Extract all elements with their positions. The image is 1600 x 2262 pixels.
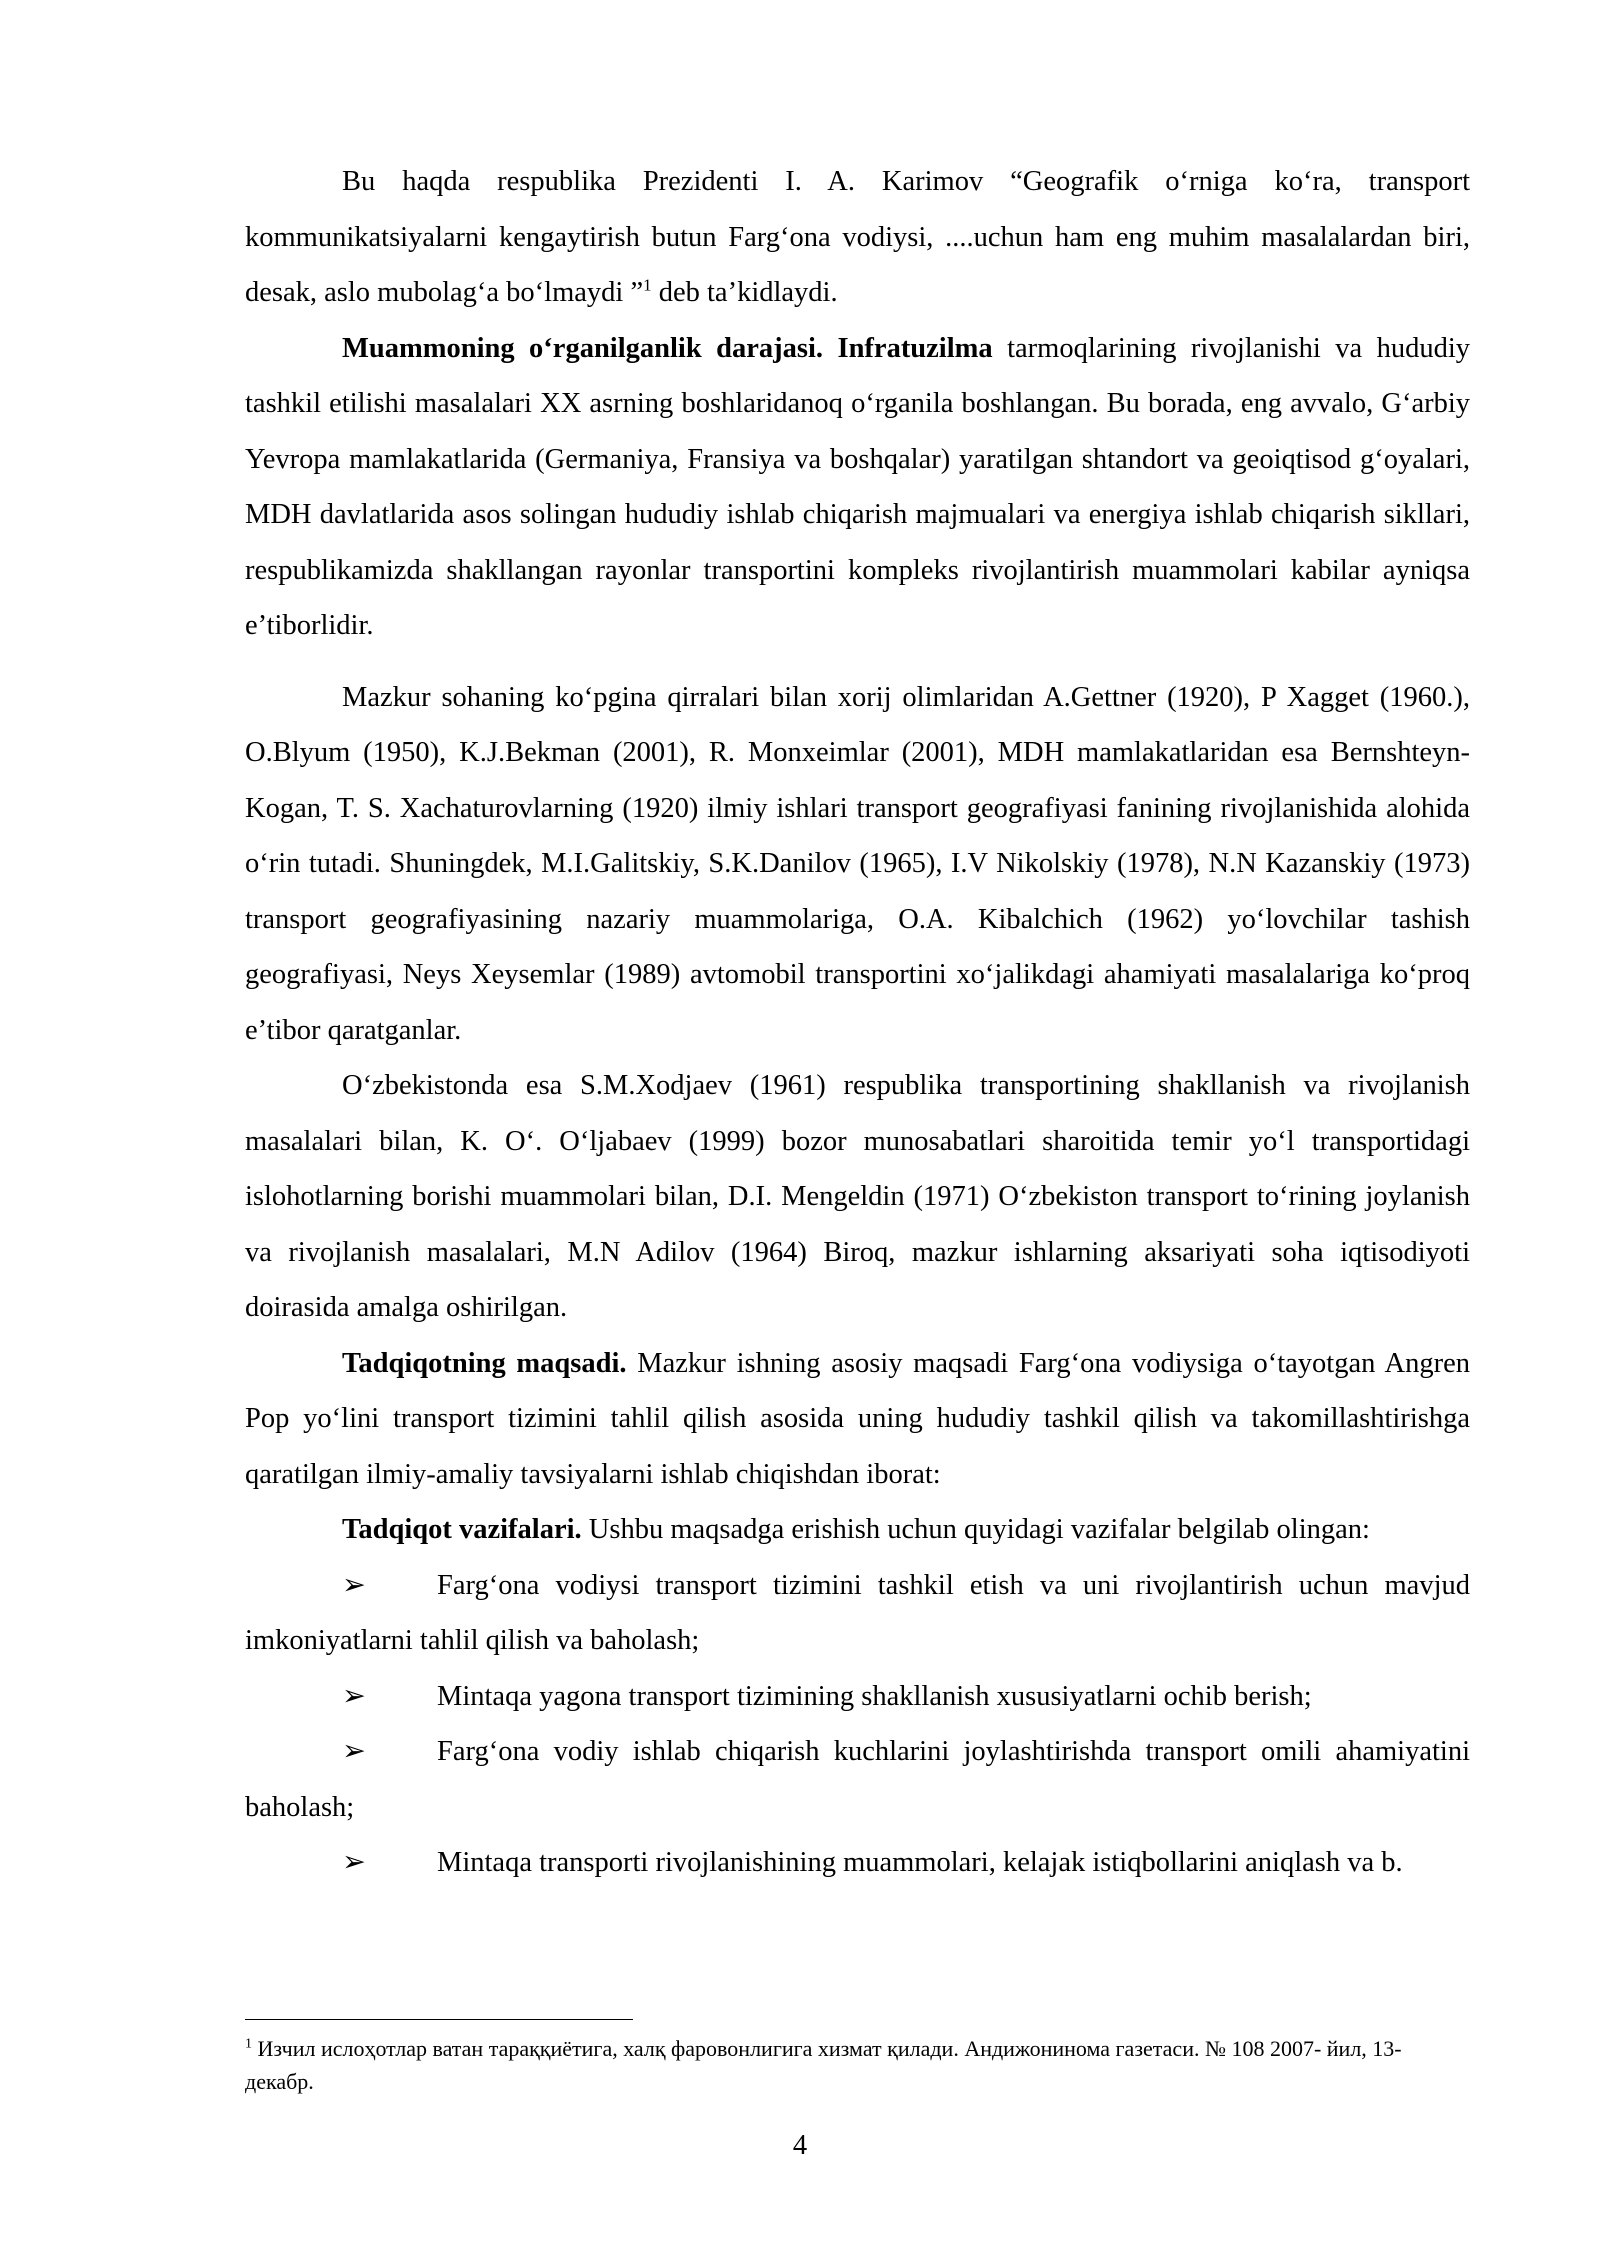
task-list-item xyxy=(245,1724,1470,1835)
research-goal-text: Mazkur ishning asosiy maqsadi Fargʻona vodiysiga oʻtayotgan Angren Pop yoʻlini transport tizimini tahlil qilish asosida uning hududiy tashkil qilish va takomillashtirishga qaratilgan ilmiy-amaliy tavsiyalarni ishlab chiqishdan iborat: xyxy=(245,1347,1470,1490)
task-text: Fargʻona vodiysi transport tizimini tashkil etish va uni rivojlantirish uchun mavjud imkoniyatlarni tahlil qilish va baholash; xyxy=(245,1569,1470,1656)
footnote-mark: 1 xyxy=(245,2036,252,2052)
research-tasks-text: Ushbu maqsadga erishish uchun quyidagi vazifalar belgilab olingan: xyxy=(581,1514,1370,1545)
paragraph-foreign-scholars: Mazkur sohaning koʻpgina qirralari bilan xorij olimlaridan A.Gettner (1920), P Xagget (1960.), O.Blyum (1950), K.J.Bekman (2001), R. Monxeimlar (2001), MDH mamlakatlaridan esa Bernshteyn-Kogan, T. S. Xachaturovlarning (1920) ilmiy ishlari transport geografiyasi fanining rivojlanishida alohida oʻrin tutadi. Shuningdek, M.I.Galitskiy, S.K.Danilov (1965), I.V Nikolskiy (1978), N.N Kazanskiy (1973) transport geografiyasining nazariy muammolariga, O.A. Kibalchich (1962) yoʻlovchilar tashish geografiyasi, Neys Xeysemlar (1989) avtomobil transportini xoʻjalikdagi ahamiyati masalalariga koʻproq e’tibor qaratganlar. xyxy=(245,681,1470,1046)
keyword-infratuzilma: Infratuzilma xyxy=(837,332,993,364)
arrow-bullet-icon: ➢ xyxy=(342,1680,366,1712)
footnote-text: Изчил ислоҳотлар ватан тараққиётига, халқ фаровонлигига хизмат қилади. Андижонинома газетаси. № 108 2007- йил, 13-декабр. xyxy=(245,2036,1402,2094)
paragraph-research-tasks xyxy=(245,1502,1470,1558)
task-text: Fargʻona vodiy ishlab chiqarish kuchlarini joylashtirishda transport omili ahamiyatini baholash; xyxy=(245,1736,1470,1823)
footnote-reference[interactable]: 1 xyxy=(643,275,652,295)
task-list-item xyxy=(245,1835,1470,1891)
section-heading-research-tasks: Tadqiqot vazifalari. xyxy=(342,1514,582,1545)
task-list-item xyxy=(245,1558,1470,1669)
paragraph-intro-quote xyxy=(245,154,1470,321)
footnote-separator xyxy=(245,2019,633,2020)
paragraph-research-goal xyxy=(245,1336,1470,1503)
footnote xyxy=(245,2032,1470,2098)
page-number: 4 xyxy=(792,2130,808,2161)
arrow-bullet-icon: ➢ xyxy=(342,1736,366,1767)
quote-tail: deb ta’kidlaydi. xyxy=(651,277,838,308)
paragraph-research-level xyxy=(245,321,1470,654)
section-heading-research-level: Muammoning oʻrganilganlik darajasi. xyxy=(342,332,824,364)
arrow-bullet-icon: ➢ xyxy=(342,1569,366,1601)
research-level-text: tarmoqlarining rivojlanishi va hududiy tashkil etilishi masalalari XX asrning boshlaridanoq oʻrganila boshlangan. Bu borada, eng avvalo, Gʻarbiy Yevropa mamlakatlarida (Germaniya, Fransiya va boshqalar) yaratilgan shtandort va geoiqtisod gʻoyalari, MDH davlatlarida asos solingan hududiy ishlab chiqarish majmualari va energiya ishlab chiqarish sikllari, respublikamizda shakllangan rayonlar transportini kompleks rivojlantirish muammolari kabilar ayniqsa e’tiborlidir. xyxy=(245,332,1471,641)
task-text: Mintaqa yagona transport tizimining shakllanish xususiyatlarni ochib berish; xyxy=(437,1680,1312,1712)
section-heading-research-goal: Tadqiqotning maqsadi. xyxy=(342,1347,627,1379)
task-list-item xyxy=(245,1669,1470,1725)
arrow-bullet-icon: ➢ xyxy=(342,1847,366,1878)
quote-text: Bu haqda respublika Prezidenti I. A. Karimov “Geografik oʻrniga koʻra, transport kommunikatsiyalarni kengaytirish butun Fargʻona vodiysi, ....uchun ham eng muhim masalalardan biri, desak, aslo mubolagʻa boʻlmaydi ” xyxy=(245,166,1470,308)
paragraph-uzbek-scholars: Oʻzbekistonda esa S.M.Xodjaev (1961) respublika transportining shakllanish va rivojlanish masalalari bilan, K. Oʻ. Oʻljabaev (1999) bozor munosabatlari sharoitida temir yoʻl transportidagi islohotlarning borishi muammolari bilan, D.I. Mengeldin (1971) Oʻzbekiston transport toʻrining joylanish va rivojlanish masalalari, M.N Adilov (1964) Biroq, mazkur ishlarning aksariyati soha iqtisodiyoti doirasida amalga oshirilgan. xyxy=(245,1070,1470,1323)
body-text xyxy=(245,154,1470,1891)
task-text: Mintaqa transporti rivojlanishining muammolari, kelajak istiqbollarini aniqlash va b. xyxy=(437,1847,1403,1878)
